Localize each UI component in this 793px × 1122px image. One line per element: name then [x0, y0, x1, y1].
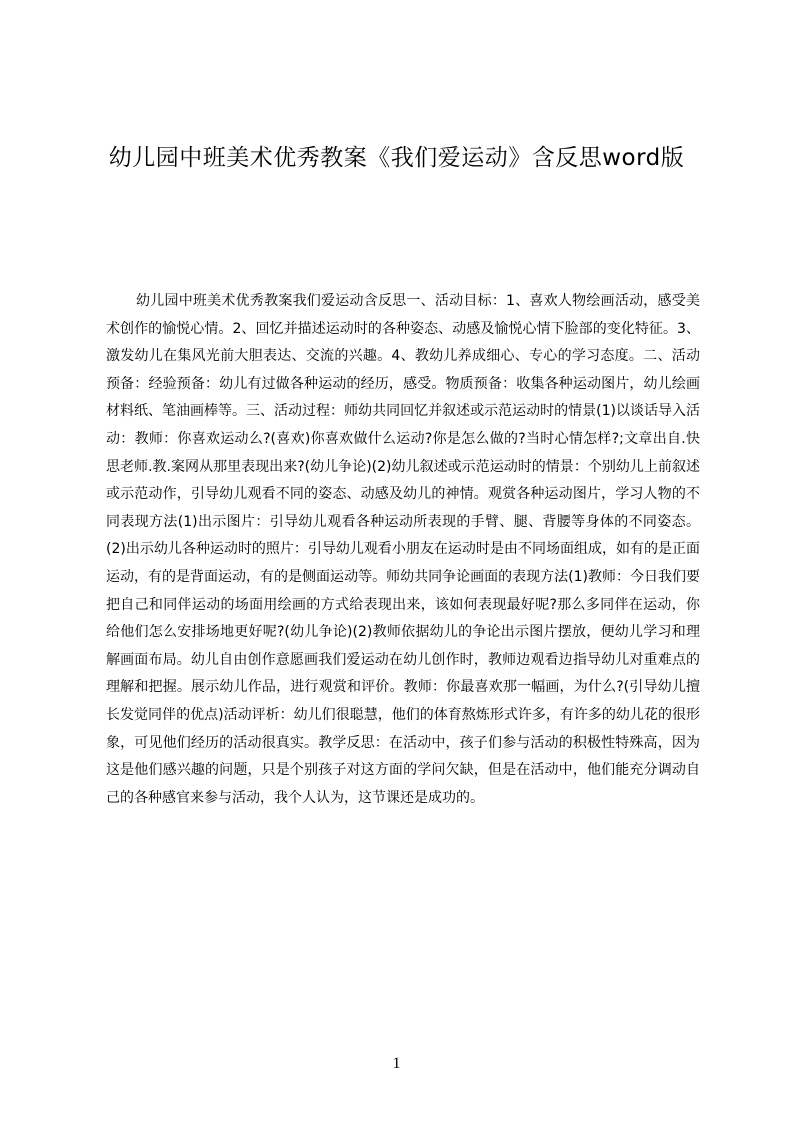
page-number: 1: [392, 1055, 401, 1072]
document-body: 幼儿园中班美术优秀教案我们爱运动含反思一、活动目标：1、喜欢人物绘画活动，感受美术创作的愉悦心情。2、回忆并描述运动时的各种姿态、动感及愉悦心情下脸部的变化特征。3、激发幼儿在集风光前大胆表达、交流的兴趣。4、教幼儿养成细心、专心的学习态度。二、活动预备：经验预备：幼儿有过做各种运动的经历，感受。物质预备：收集各种运动图片，幼儿绘画材料纸、笔油画棒等。三、活动过程：师幼共同回忆并叙述或示范运动时的情景(1)以谈话导入活动：教师：你喜欢运动么?(喜欢)你喜欢做什么运动?你是怎么做的?当时心情怎样?;文章出自.快思老师.教.案网从那里表现出来?(幼儿争论)(2)幼儿叙述或示范运动时的情景：个别幼儿上前叙述或示范动作，引导幼儿观看不同的姿态、动感及幼儿的神情。观赏各种运动图片，学习人物的不同表现方法(1)出示图片：引导幼儿观看各种运动所表现的手臂、腿、背腰等身体的不同姿态。(2)出示幼儿各种运动时的照片：引导幼儿观看小朋友在运动时是由不同场面组成，如有的是正面运动，有的是背面运动，有的是侧面运动等。师幼共同争论画面的表现方法(1)教师：今日我们要把自己和同伴运动的场面用绘画的方式给表现出来，该如何表现最好呢?那么多同伴在运动，你给他们怎么安排场地更好呢?(幼儿争论)(2)教师依据幼儿的争论出示图片摆放，便幼儿学习和理解画面布局。幼儿自由创作意愿画我们爱运动在幼儿创作时，教师边观看边指导幼儿对重难点的理解和把握。展示幼儿作品，进行观赏和评价。教师：你最喜欢那一幅画，为什么?(引导幼儿擅长发觉同伴的优点)活动评析：幼儿们很聪慧，他们的体育熬炼形式许多，有许多的幼儿花的很形象，可见他们经历的活动很真实。教学反思：在活动中，孩子们参与活动的积极性特殊高，因为这是他们感兴趣的问题，只是个别孩子对这方面的学问欠缺，但是在活动中，他们能充分调动自己的各种感官来参与活动，我个人认为，这节课还是成功的。: [106, 293, 700, 806]
document-title: 幼儿园中班美术优秀教案《我们爱运动》含反思word版: [108, 145, 685, 171]
